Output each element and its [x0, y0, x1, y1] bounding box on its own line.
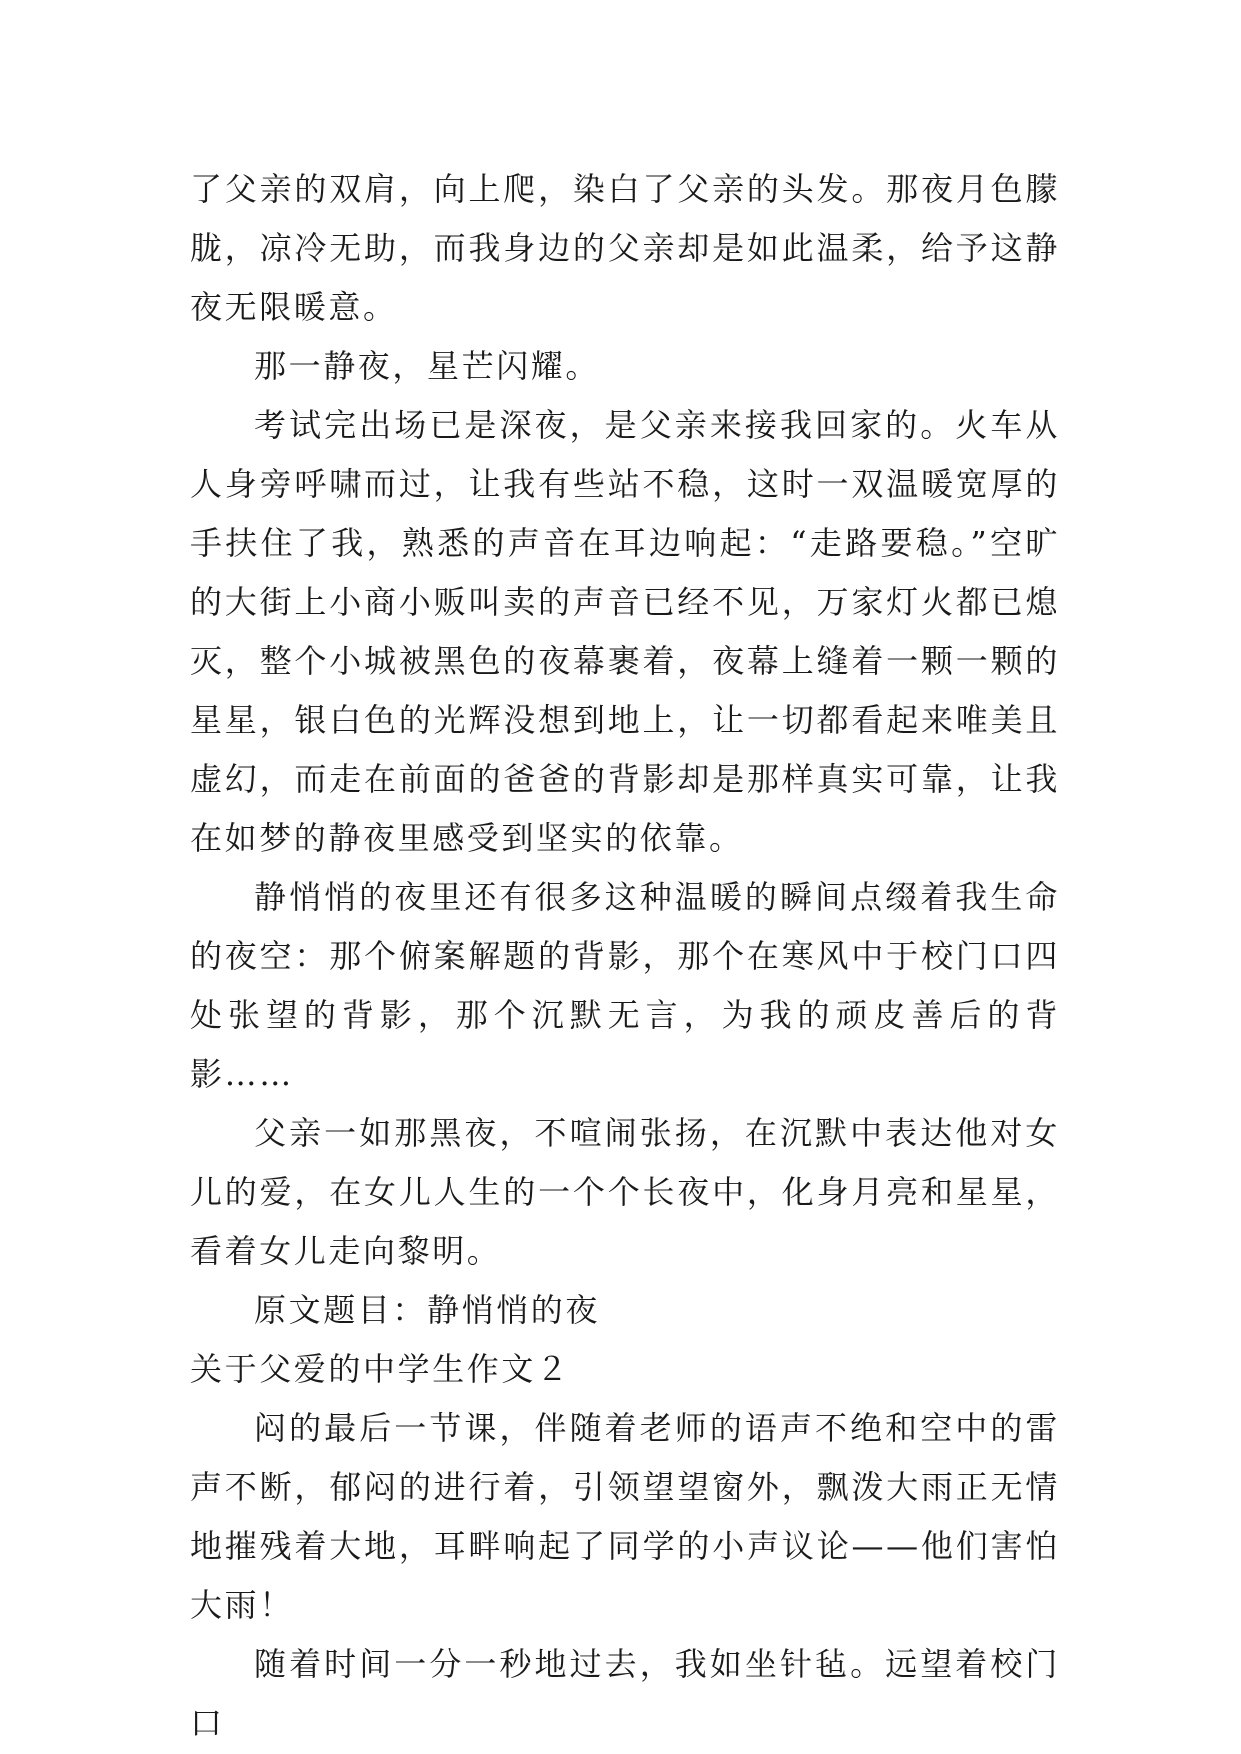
paragraph: 静悄悄的夜里还有很多这种温暖的瞬间点缀着我生命的夜空：那个俯案解题的背影，那个在寒风中于校门口四处张望的背影，那个沉默无言，为我的顽皮善后的背影……	[190, 878, 1060, 1093]
section-heading: 关于父爱的中学生作文２	[190, 1350, 571, 1388]
document-page	[190, 160, 1060, 1753]
paragraph: 了父亲的双肩，向上爬，染白了父亲的头发。那夜月色朦胧，凉冷无助，而我身边的父亲却是如此温柔，给予这静夜无限暖意。	[190, 170, 1060, 326]
paragraph: 父亲一如那黑夜，不喧闹张扬，在沉默中表达他对女儿的爱，在女儿人生的一个个长夜中，化身月亮和星星，看着女儿走向黎明。	[190, 1114, 1060, 1270]
paragraph: 那一静夜，星芒闪耀。	[254, 347, 601, 385]
paragraph: 随着时间一分一秒地过去，我如坐针毡。远望着校门口	[190, 1645, 1060, 1742]
source-title-note: 原文题目：静悄悄的夜	[254, 1291, 601, 1329]
paragraph: 考试完出场已是深夜，是父亲来接我回家的。火车从人身旁呼啸而过，让我有些站不稳，这时一双温暖宽厚的手扶住了我，熟悉的声音在耳边响起：“走路要稳。”空旷的大街上小商小贩叫卖的声音已经不见，万家灯火都已熄灭，整个小城被黑色的夜幕裹着，夜幕上缝着一颗一颗的星星，银白色的光辉没想到地上，让一切都看起来唯美且虚幻，而走在前面的爸爸的背影却是那样真实可靠，让我在如梦的静夜里感受到坚实的依靠。	[190, 406, 1060, 857]
paragraph: 闷的最后一节课，伴随着老师的语声不绝和空中的雷声不断，郁闷的进行着，引领望望窗外，飘泼大雨正无情地摧残着大地，耳畔响起了同学的小声议论——他们害怕大雨！	[190, 1409, 1060, 1624]
